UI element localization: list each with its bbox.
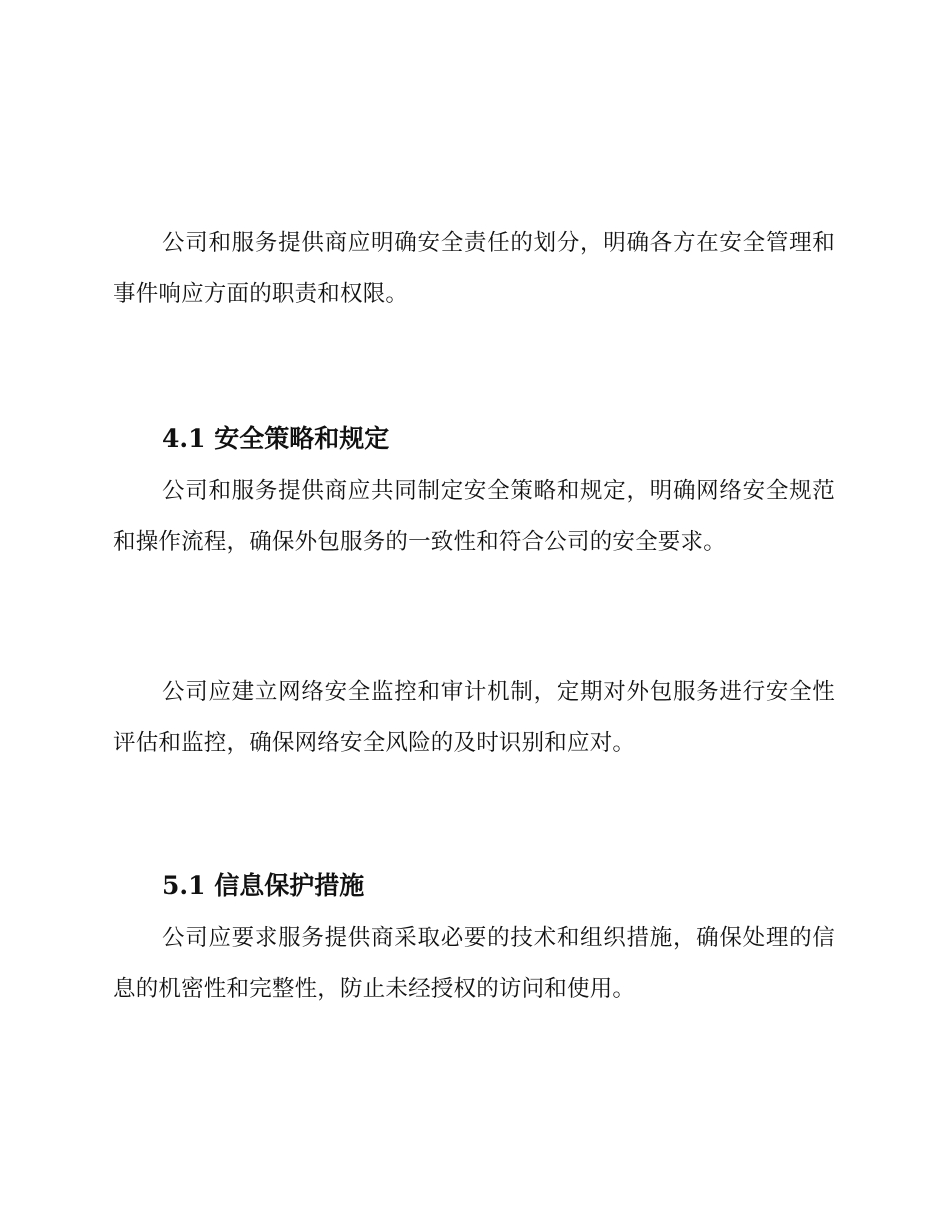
paragraph-security-policy: 公司和服务提供商应共同制定安全策略和规定，明确网络安全规范和操作流程，确保外包服务的一致性和符合公司的安全要求。 xyxy=(113,478,835,555)
section-title: 安全策略和规定 xyxy=(214,424,390,453)
section-number: 4.1 xyxy=(162,424,206,453)
section-number: 5.1 xyxy=(162,871,206,900)
paragraph-security-responsibility: 公司和服务提供商应明确安全责任的划分，明确各方在安全管理和事件响应方面的职责和权限。 xyxy=(113,230,835,307)
section-title: 信息保护措施 xyxy=(214,871,365,900)
section-heading-5-1 xyxy=(162,868,364,904)
paragraph-security-monitoring: 公司应建立网络安全监控和审计机制，定期对外包服务进行安全性评估和监控，确保网络安全风险的及时识别和应对。 xyxy=(113,679,835,756)
paragraph-information-protection: 公司应要求服务提供商采取必要的技术和组织措施，确保处理的信息的机密性和完整性，防止未经授权的访问和使用。 xyxy=(113,925,835,1002)
section-heading-4-1 xyxy=(162,421,389,457)
